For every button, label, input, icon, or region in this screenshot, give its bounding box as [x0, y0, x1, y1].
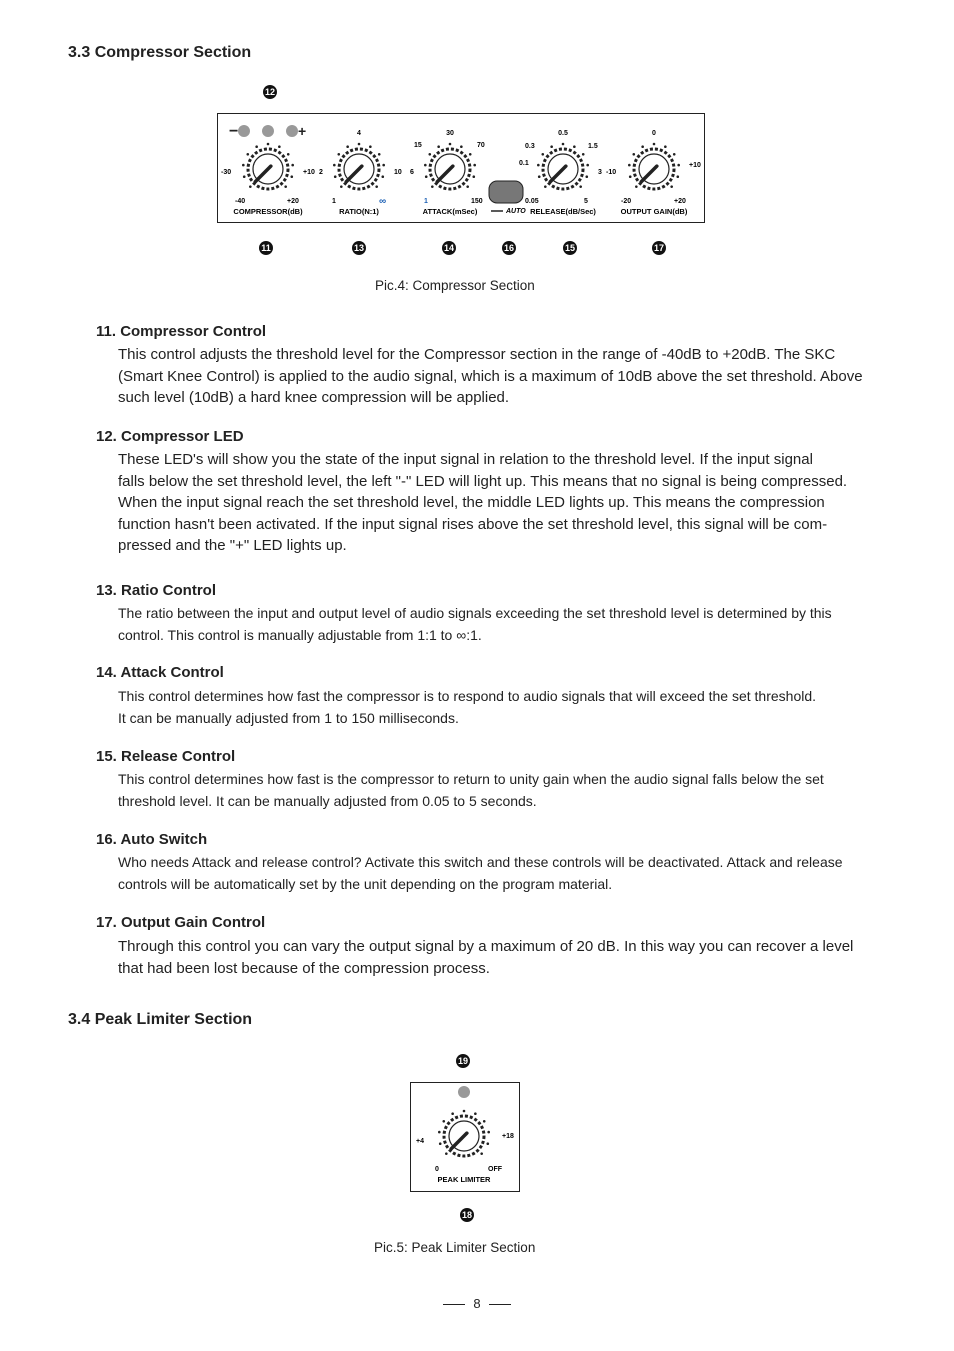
- svg-text:0.05: 0.05: [525, 198, 539, 205]
- heading-release-control: 15. Release Control: [96, 748, 236, 765]
- callout-15: 15: [564, 243, 575, 253]
- svg-text:+10: +10: [303, 169, 315, 176]
- svg-text:0.5: 0.5: [558, 130, 568, 137]
- callout-14: 14: [443, 243, 454, 253]
- peak-limiter-panel-diagram: [410, 1082, 520, 1192]
- attack-label: ATTACK(mSec): [422, 207, 478, 216]
- callout-19: 19: [457, 1056, 468, 1066]
- svg-text:150: 150: [471, 198, 483, 205]
- ratio-label: RATIO(N:1): [339, 207, 379, 216]
- callout-11: 11: [259, 241, 273, 255]
- section-title-compressor: 3.3 Compressor Section: [68, 44, 252, 61]
- svg-text:10: 10: [394, 169, 402, 176]
- svg-text:0.3: 0.3: [525, 143, 535, 150]
- callout-17: 17: [653, 243, 664, 253]
- compressor-label: COMPRESSOR(dB): [233, 207, 303, 216]
- paragraph-auto-switch: Who needs Attack and release control? Activate this switch and these controls will be deactivated. Attack and release controls will be automatically set by the unit depending on the program material.: [118, 854, 843, 892]
- heading-attack-control: 14. Attack Control: [96, 664, 224, 681]
- section-title-peak-limiter: 3.4 Peak Limiter Section: [68, 1011, 253, 1028]
- svg-text:1: 1: [332, 198, 336, 205]
- compressor-panel-diagram: [217, 113, 705, 223]
- heading-compressor-led: 12. Compressor LED: [96, 428, 244, 445]
- svg-text:-40: -40: [235, 198, 246, 205]
- svg-text:+20: +20: [287, 198, 299, 205]
- callout-13: 13: [353, 243, 364, 253]
- callout-12: 12: [264, 87, 275, 97]
- heading-output-gain-control: 17. Output Gain Control: [96, 914, 266, 931]
- svg-text:-30: -30: [221, 169, 232, 176]
- paragraph-compressor-control: This control adjusts the threshold level for the Compressor section in the range of -40dB to +20dB. The SKC (Smart Knee Control) is applied to the audio signal, which is a maximum of 10dB above the set threshold. Above such level (10dB) a hard knee compression will be applied.: [118, 346, 863, 406]
- svg-text:0: 0: [435, 1166, 439, 1173]
- callout-16: 16: [503, 243, 514, 253]
- svg-text:-10: -10: [606, 169, 617, 176]
- svg-text:6: 6: [410, 169, 414, 176]
- led-plus-sign: +: [298, 123, 307, 139]
- figure-5-caption: Pic.5: Peak Limiter Section: [374, 1240, 536, 1255]
- footer-rule-left: [443, 1304, 465, 1305]
- auto-label: AUTO: [506, 208, 526, 215]
- footer-rule-right: [489, 1304, 511, 1305]
- svg-text:1: 1: [424, 198, 428, 205]
- svg-text:1.5: 1.5: [588, 143, 598, 150]
- svg-text:30: 30: [446, 130, 454, 137]
- svg-text:15: 15: [414, 142, 422, 149]
- paragraph-release-control: This control determines how fast is the compressor to return to unity gain when the audio signal falls below the set threshold level. It can be manually adjusted from 0.05 to 5 seconds.: [118, 771, 824, 809]
- led-middle: [262, 125, 274, 137]
- paragraph-ratio-control: The ratio between the input and output level of audio signals exceeding the set threshold level is determined by this control. This control is manually adjustable from 1:1 to ∞:1.: [118, 605, 832, 643]
- output-gain-label: OUTPUT GAIN(dB): [620, 207, 688, 216]
- svg-text:+4: +4: [416, 1138, 424, 1145]
- led-plus: [286, 125, 298, 137]
- svg-text:+10: +10: [689, 162, 701, 169]
- svg-text:OFF: OFF: [488, 1166, 502, 1173]
- led-minus: [238, 125, 250, 137]
- heading-ratio-control: 13. Ratio Control: [96, 582, 217, 599]
- peak-limiter-led: [458, 1086, 470, 1098]
- svg-text:∞: ∞: [379, 196, 387, 207]
- svg-text:3: 3: [598, 169, 602, 176]
- svg-text:70: 70: [477, 142, 485, 149]
- svg-text:4: 4: [357, 130, 361, 137]
- svg-text:5: 5: [584, 198, 588, 205]
- page-number: 8: [473, 1296, 481, 1311]
- release-label: RELEASE(dB/Sec): [530, 207, 596, 216]
- svg-text:2: 2: [319, 169, 323, 176]
- heading-auto-switch: 16. Auto Switch: [96, 831, 208, 848]
- auto-switch: [489, 181, 523, 203]
- paragraph-compressor-led: These LED's will show you the state of the input signal in relation to the threshold level. If the input signal falls below the set threshold level, the left "-" LED will light up. This means that no signal is being compressed. When the input signal reach the set threshold level, the middle LED lights up. This means the compression function hasn't been activated. If the input signal rises above the set threshold level, this signal will be com- pressed and the "+" LED lights up.: [118, 451, 848, 554]
- svg-text:0.1: 0.1: [519, 160, 529, 167]
- led-minus-sign: −: [229, 123, 239, 140]
- figure-4-caption: Pic.4: Compressor Section: [375, 278, 535, 293]
- svg-text:+18: +18: [502, 1133, 514, 1140]
- svg-text:0: 0: [652, 130, 656, 137]
- paragraph-output-gain-control: Through this control you can vary the output signal by a maximum of 20 dB. In this way you can recover a level that had been lost because of the compression process.: [118, 938, 854, 977]
- svg-text:-20: -20: [621, 198, 632, 205]
- heading-compressor-control: 11. Compressor Control: [96, 323, 267, 340]
- paragraph-attack-control: This control determines how fast the compressor is to respond to audio signals that will exceed the set threshold. It can be manually adjusted from 1 to 150 milliseconds.: [118, 688, 817, 726]
- svg-text:+20: +20: [674, 198, 686, 205]
- peak-limiter-label: PEAK LIMITER: [437, 1175, 491, 1184]
- callout-18: 18: [461, 1210, 472, 1220]
